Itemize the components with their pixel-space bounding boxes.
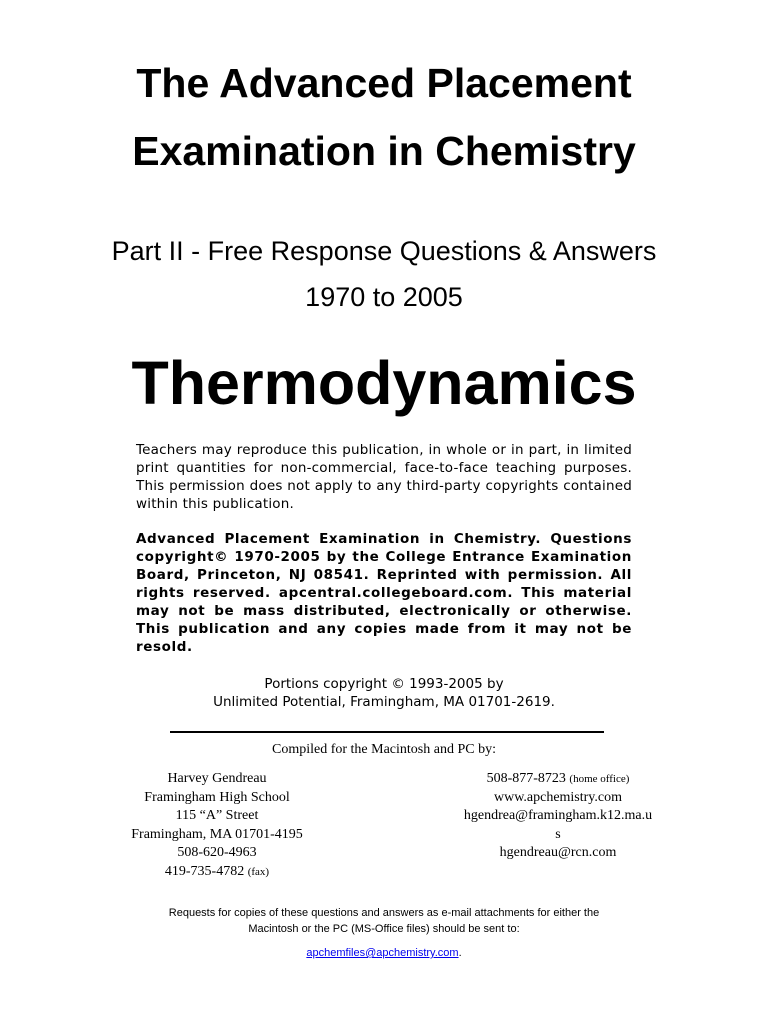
school-phone: 508-620-4963 [177, 845, 257, 860]
school-name: Framingham High School [144, 789, 290, 805]
request-note-line-2: Macintosh or the PC (MS-Office files) should be sent to: [248, 923, 520, 935]
title-line-2: Examination in Chemistry [132, 128, 636, 174]
subtitle: Part II - Free Response Questions & Answers [111, 236, 657, 266]
contact-left-block [112, 770, 322, 881]
fax-row [112, 863, 322, 882]
author-name: Harvey Gendreau [167, 771, 267, 786]
title-line-1: The Advanced Placement [136, 60, 632, 106]
city-state-zip: Framingham, MA 01701-4195 [131, 826, 303, 842]
divider-rule [170, 731, 604, 733]
home-phone: 508-877-8723 [486, 771, 566, 786]
portions-copyright-line-2: Unlimited Potential, Framingham, MA 01701-2619. [213, 694, 555, 710]
home-office-label: (home office) [569, 773, 630, 785]
request-email-link[interactable]: apchemfiles@apchemistry.com [306, 947, 459, 959]
permission-paragraph: Teachers may reproduce this publication, in whole or in part, in limited print quantities for non-commercial, face-to-face teaching purposes. This permission does not apply to any third-party copyrights contained within this publication. [136, 442, 632, 512]
contact-right-block [448, 770, 668, 863]
year-range: 1970 to 2005 [305, 282, 463, 312]
request-note-line-1: Requests for copies of these questions and answers as e-mail attachments for either the [168, 907, 600, 919]
fax-label: (fax) [247, 865, 270, 878]
topic-heading: Thermodynamics [131, 349, 637, 417]
request-email-suffix: . [458, 947, 462, 959]
school-email-line-2: s [555, 826, 561, 842]
street-address: 115 “A” Street [175, 808, 259, 823]
portions-copyright-line-1: Portions copyright © 1993-2005 by [264, 676, 504, 692]
website: www.apchemistry.com [493, 789, 623, 805]
personal-email: hgendreau@rcn.com [499, 845, 617, 860]
school-email-line-1: hgendrea@framingham.k12.ma.u [463, 808, 653, 823]
home-phone-row [448, 770, 668, 789]
compiled-for-line: Compiled for the Macintosh and PC by: [272, 742, 496, 757]
copyright-paragraph: Advanced Placement Examination in Chemistry. Questions copyright© 1970-2005 by the College Entrance Examination Board, Princeton, NJ 08541. Reprinted with permission. All rights reserved. apcentral.collegeboard.com. This material may not be mass distributed, electronically or otherwise. This publication and any copies made from it may not be resold. [136, 531, 632, 655]
fax-number: 419-735-4782 [164, 863, 245, 879]
request-email-line [0, 945, 768, 961]
